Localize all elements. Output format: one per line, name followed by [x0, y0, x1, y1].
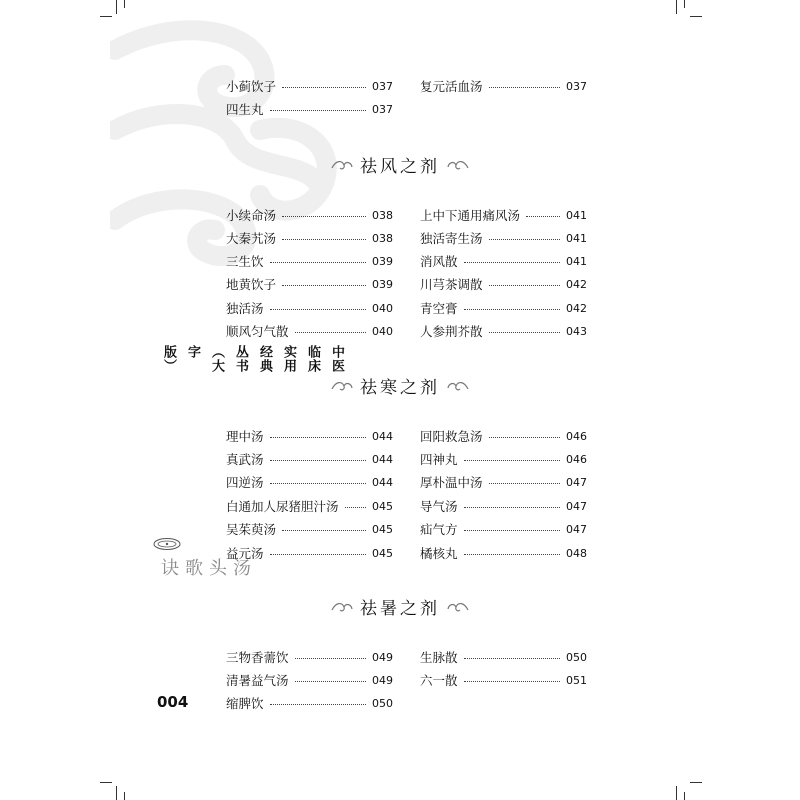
entry-name: 上中下通用痛风汤	[420, 208, 521, 223]
section-heading	[330, 150, 470, 180]
section-title: 祛暑之剂	[360, 599, 440, 619]
leader-dots	[282, 285, 366, 286]
section-title: 祛寒之剂	[360, 378, 440, 398]
entry-page: 044	[372, 429, 393, 443]
entry-name: 三生饮	[226, 254, 264, 269]
leader-dots	[489, 332, 560, 333]
entry-page: 045	[372, 522, 393, 536]
entry-name: 四逆汤	[226, 475, 264, 490]
entry-page: 039	[372, 254, 393, 268]
entry-page: 048	[566, 546, 587, 560]
leader-dots	[282, 216, 366, 217]
entry-name: 白通加人尿猪胆汁汤	[226, 499, 339, 514]
entry-page: 050	[372, 696, 393, 710]
entry-page: 038	[372, 231, 393, 245]
entry-name: 厚朴温中汤	[420, 475, 483, 490]
entry-page: 039	[372, 277, 393, 291]
leader-dots	[526, 216, 560, 217]
entry-page: 037	[372, 102, 393, 116]
leader-dots	[464, 658, 560, 659]
toc-entry[interactable]	[420, 76, 587, 96]
crop-mark-top-left-h	[100, 16, 112, 17]
entry-page: 049	[372, 650, 393, 664]
entry-page: 041	[566, 231, 587, 245]
section-heading	[330, 592, 470, 622]
crop-mark-top-left-2	[124, 0, 125, 8]
crop-mark-bottom-left-h	[100, 782, 112, 783]
entry-name: 清暑益气汤	[226, 673, 289, 688]
toc-entry[interactable]	[420, 543, 587, 563]
entry-page: 041	[566, 254, 587, 268]
entry-name: 独活汤	[226, 301, 264, 316]
leader-dots	[282, 87, 366, 88]
leader-dots	[282, 239, 366, 240]
toc-entry[interactable]	[226, 543, 393, 563]
toc-entry[interactable]	[226, 251, 393, 271]
entry-name: 益元汤	[226, 546, 264, 561]
entry-name: 消风散	[420, 254, 458, 269]
leader-dots	[464, 460, 560, 461]
book-title: 汤头歌诀	[158, 558, 251, 579]
leader-dots	[464, 530, 560, 531]
leader-dots	[489, 239, 560, 240]
entry-page: 046	[566, 429, 587, 443]
crop-mark-top-right-h	[690, 16, 702, 17]
toc-entry[interactable]	[226, 298, 393, 318]
leader-dots	[270, 704, 366, 705]
toc-entry[interactable]	[226, 693, 393, 713]
entry-page: 047	[566, 522, 587, 536]
entry-name: 人参荆芥散	[420, 324, 483, 339]
leader-dots	[270, 437, 366, 438]
crop-mark-bottom-right	[676, 786, 677, 800]
crop-mark-top-right-2	[684, 0, 685, 8]
leader-dots	[270, 483, 366, 484]
crop-mark-top-left	[116, 0, 117, 14]
cloud-ornament-right-icon	[446, 600, 470, 614]
toc-entry[interactable]	[226, 321, 393, 341]
entry-name: 小续命汤	[226, 208, 277, 223]
entry-page: 040	[372, 324, 393, 338]
leader-dots	[270, 554, 366, 555]
toc-entry[interactable]	[226, 426, 393, 446]
section-title: 祛风之剂	[360, 157, 440, 177]
leader-dots	[489, 285, 560, 286]
entry-page: 047	[566, 499, 587, 513]
entry-name: 真武汤	[226, 452, 264, 467]
toc-entry[interactable]	[420, 251, 587, 271]
leader-dots	[489, 483, 560, 484]
leader-dots	[464, 507, 560, 508]
entry-page: 050	[566, 650, 587, 664]
leader-dots	[295, 658, 366, 659]
entry-page: 044	[372, 452, 393, 466]
entry-name: 顺风匀气散	[226, 324, 289, 339]
toc-entry[interactable]	[420, 205, 587, 225]
entry-page: 042	[566, 277, 587, 291]
cloud-ornament-right-icon	[446, 158, 470, 172]
entry-page: 037	[566, 79, 587, 93]
entry-name: 地黄饮子	[226, 277, 277, 292]
entry-page: 041	[566, 208, 587, 222]
entry-name: 川芎茶调散	[420, 277, 483, 292]
toc-entry[interactable]	[420, 496, 587, 516]
leader-dots	[295, 332, 366, 333]
entry-page: 051	[566, 673, 587, 687]
toc-entry[interactable]	[226, 205, 393, 225]
toc-entry[interactable]	[226, 99, 393, 119]
section-heading	[330, 371, 470, 401]
series-title: 中医临床实用经典丛书（大字版）	[161, 345, 344, 373]
entry-name: 回阳救急汤	[420, 429, 483, 444]
leader-dots	[489, 87, 560, 88]
leader-dots	[270, 110, 366, 111]
toc-entry[interactable]	[226, 228, 393, 248]
toc-entry[interactable]	[226, 449, 393, 469]
toc-entry[interactable]	[420, 449, 587, 469]
crop-mark-top-right	[676, 0, 677, 14]
toc-entry[interactable]	[226, 519, 393, 539]
entry-page: 045	[372, 546, 393, 560]
crop-mark-bottom-right-2	[684, 792, 685, 800]
leader-dots	[345, 507, 366, 508]
entry-page: 044	[372, 475, 393, 489]
leader-dots	[464, 554, 560, 555]
entry-name: 小蓟饮子	[226, 79, 277, 94]
entry-page: 038	[372, 208, 393, 222]
entry-name: 大秦艽汤	[226, 231, 277, 246]
toc-entry[interactable]	[420, 670, 587, 690]
leader-dots	[464, 309, 560, 310]
entry-page: 042	[566, 301, 587, 315]
entry-name: 橘核丸	[420, 546, 458, 561]
crop-mark-bottom-left-2	[124, 792, 125, 800]
entry-name: 六一散	[420, 673, 458, 688]
leader-dots	[282, 530, 366, 531]
toc-entry[interactable]	[420, 519, 587, 539]
entry-name: 三物香薷饮	[226, 650, 289, 665]
entry-page: 043	[566, 324, 587, 338]
entry-page: 047	[566, 475, 587, 489]
toc-entry[interactable]	[420, 647, 587, 667]
leader-dots	[270, 262, 366, 263]
toc-entry[interactable]	[226, 647, 393, 667]
crop-mark-bottom-left	[116, 786, 117, 800]
entry-name: 四生丸	[226, 102, 264, 117]
toc-entry[interactable]	[420, 426, 587, 446]
entry-name: 缩脾饮	[226, 696, 264, 711]
leader-dots	[489, 437, 560, 438]
toc-entry[interactable]	[226, 670, 393, 690]
toc-entry[interactable]	[420, 298, 587, 318]
entry-name: 吴茱萸汤	[226, 522, 277, 537]
toc-entry[interactable]	[420, 472, 587, 492]
toc-entry[interactable]	[226, 274, 393, 294]
entry-name: 疝气方	[420, 522, 458, 537]
leader-dots	[295, 681, 366, 682]
toc-entry[interactable]	[226, 472, 393, 492]
leader-dots	[270, 460, 366, 461]
toc-entry[interactable]	[420, 274, 587, 294]
entry-name: 生脉散	[420, 650, 458, 665]
ornament-icon	[152, 537, 182, 551]
entry-name: 青空膏	[420, 301, 458, 316]
toc-entry[interactable]	[420, 321, 587, 341]
entry-name: 理中汤	[226, 429, 264, 444]
crop-mark-bottom-right-h	[690, 782, 702, 783]
toc-entry[interactable]	[226, 76, 393, 96]
entry-name: 复元活血汤	[420, 79, 483, 94]
entry-name: 独活寄生汤	[420, 231, 483, 246]
leader-dots	[464, 681, 560, 682]
entry-page: 049	[372, 673, 393, 687]
leader-dots	[464, 262, 560, 263]
entry-page: 037	[372, 79, 393, 93]
toc-entry[interactable]	[226, 496, 393, 516]
entry-page: 045	[372, 499, 393, 513]
leader-dots	[270, 309, 366, 310]
entry-name: 四神丸	[420, 452, 458, 467]
toc-entry[interactable]	[420, 228, 587, 248]
entry-page: 046	[566, 452, 587, 466]
entry-page: 040	[372, 301, 393, 315]
cloud-ornament-right-icon	[446, 379, 470, 393]
page-number: 004	[157, 693, 189, 711]
entry-name: 导气汤	[420, 499, 458, 514]
